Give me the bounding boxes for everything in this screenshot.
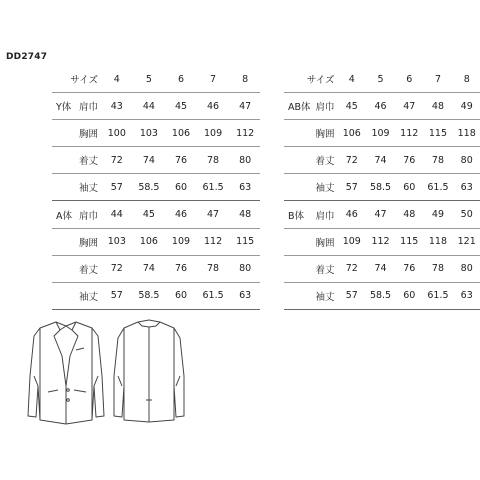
measure-value: 57 bbox=[345, 181, 358, 193]
measure-value: 57 bbox=[345, 290, 358, 302]
size-label: サイズ bbox=[306, 75, 335, 87]
body-type-cell bbox=[284, 282, 311, 309]
measure-value: 46 bbox=[345, 209, 358, 221]
size-header: 5 bbox=[145, 73, 152, 85]
measure-value: 44 bbox=[142, 100, 155, 112]
measure-value: 47 bbox=[403, 100, 416, 112]
header-row bbox=[52, 66, 260, 93]
measure-label: 着丈 bbox=[315, 264, 335, 276]
body-type-cell bbox=[284, 120, 311, 147]
measure-value: 43 bbox=[110, 100, 123, 112]
measure-value: 115 bbox=[428, 127, 448, 139]
measure-label: 袖丈 bbox=[78, 183, 98, 195]
measure-value: 103 bbox=[139, 127, 158, 139]
measure-value: 58.5 bbox=[369, 290, 392, 302]
measure-value: 47 bbox=[207, 209, 220, 221]
measure-value: 61.5 bbox=[427, 290, 449, 302]
jacket-front-icon bbox=[26, 316, 106, 428]
table-row bbox=[52, 174, 260, 201]
measure-value: 58.5 bbox=[138, 290, 160, 302]
header-row bbox=[284, 66, 480, 93]
body-type-cell bbox=[284, 147, 311, 174]
product-code: DD2747 bbox=[6, 52, 48, 62]
measure-value: 46 bbox=[207, 100, 220, 112]
measure-value: 78 bbox=[431, 263, 445, 275]
measure-value: 80 bbox=[239, 263, 252, 275]
measure-value: 76 bbox=[403, 263, 416, 275]
table-row bbox=[284, 93, 480, 120]
body-type-label: AB体 bbox=[288, 102, 311, 114]
measure-label: 袖丈 bbox=[315, 291, 335, 303]
measure-value: 47 bbox=[239, 100, 252, 112]
measure-value: 48 bbox=[239, 209, 252, 221]
measure-value: 72 bbox=[345, 154, 358, 166]
measure-value: 49 bbox=[431, 209, 445, 221]
measure-value: 45 bbox=[174, 100, 188, 112]
body-type-cell bbox=[284, 174, 311, 201]
measure-value: 47 bbox=[374, 209, 387, 221]
measure-value: 72 bbox=[110, 154, 123, 166]
measure-value: 100 bbox=[107, 127, 126, 139]
body-type-label: A体 bbox=[56, 210, 72, 222]
measure-value: 72 bbox=[345, 263, 358, 275]
measure-value: 103 bbox=[107, 236, 126, 248]
measure-value: 109 bbox=[171, 236, 191, 248]
table-row bbox=[284, 228, 480, 255]
measure-value: 48 bbox=[431, 100, 445, 112]
measure-value: 78 bbox=[207, 154, 220, 166]
size-header: 6 bbox=[177, 73, 184, 85]
measure-label: 肩巾 bbox=[315, 102, 335, 114]
measure-value: 106 bbox=[139, 236, 158, 248]
measure-label: 肩巾 bbox=[78, 210, 98, 222]
measure-value: 112 bbox=[400, 127, 419, 139]
measure-label: 着丈 bbox=[315, 156, 335, 168]
measure-value: 118 bbox=[457, 127, 476, 139]
table-row bbox=[52, 93, 260, 120]
measure-value: 76 bbox=[403, 154, 416, 166]
jacket-back-icon bbox=[112, 316, 186, 428]
table-row bbox=[284, 255, 480, 282]
table-row bbox=[52, 120, 260, 147]
measure-value: 63 bbox=[460, 290, 473, 302]
body-type-cell bbox=[52, 228, 74, 255]
body-type-label: Y体 bbox=[56, 102, 72, 114]
measure-value: 48 bbox=[403, 209, 416, 221]
measure-value: 46 bbox=[174, 209, 188, 221]
measure-value: 80 bbox=[460, 154, 473, 166]
measure-value: 57 bbox=[110, 290, 123, 302]
table-row bbox=[284, 201, 480, 228]
body-type-cell bbox=[284, 228, 311, 255]
size-header: 4 bbox=[348, 73, 355, 85]
measure-value: 109 bbox=[371, 127, 390, 139]
table-row bbox=[52, 201, 260, 228]
size-table-left bbox=[52, 66, 260, 310]
measure-value: 63 bbox=[460, 181, 473, 193]
measure-label: 袖丈 bbox=[78, 291, 98, 303]
measure-value: 118 bbox=[428, 236, 448, 248]
measure-label: 胸囲 bbox=[315, 129, 335, 141]
measure-value: 78 bbox=[431, 154, 445, 166]
size-header: 6 bbox=[406, 73, 413, 85]
measure-value: 58.5 bbox=[138, 181, 160, 193]
measure-value: 72 bbox=[110, 263, 123, 275]
measure-value: 49 bbox=[460, 100, 473, 112]
table-row bbox=[284, 120, 480, 147]
measure-value: 74 bbox=[142, 154, 155, 166]
measure-value: 50 bbox=[460, 209, 473, 221]
size-header: 5 bbox=[377, 73, 384, 85]
measure-value: 112 bbox=[204, 236, 223, 248]
measure-value: 58.5 bbox=[369, 181, 392, 193]
measure-value: 109 bbox=[342, 236, 361, 248]
measure-value: 74 bbox=[374, 263, 387, 275]
table-row bbox=[52, 282, 260, 309]
body-type-cell bbox=[52, 255, 74, 282]
measure-value: 57 bbox=[110, 181, 123, 193]
measure-value: 80 bbox=[460, 263, 473, 275]
size-header: 4 bbox=[113, 73, 120, 85]
body-type-cell bbox=[52, 282, 74, 309]
measure-value: 61.5 bbox=[202, 290, 224, 302]
measure-label: 肩巾 bbox=[315, 210, 335, 222]
measure-value: 45 bbox=[142, 209, 155, 221]
measure-value: 109 bbox=[204, 127, 223, 139]
measure-value: 115 bbox=[400, 236, 419, 248]
measure-value: 106 bbox=[171, 127, 191, 139]
body-type-cell bbox=[284, 255, 311, 282]
table-row bbox=[52, 228, 260, 255]
body-type-cell bbox=[52, 147, 74, 174]
body-type-label: B体 bbox=[288, 210, 305, 222]
measure-value: 74 bbox=[142, 263, 155, 275]
measure-value: 112 bbox=[236, 127, 255, 139]
table-row bbox=[52, 255, 260, 282]
measure-value: 46 bbox=[374, 100, 387, 112]
measure-value: 115 bbox=[236, 236, 255, 248]
measure-value: 60 bbox=[403, 290, 416, 302]
measure-value: 106 bbox=[342, 127, 361, 139]
measure-value: 60 bbox=[174, 290, 188, 302]
measure-value: 44 bbox=[110, 209, 123, 221]
measure-label: 着丈 bbox=[78, 156, 98, 168]
measure-value: 61.5 bbox=[427, 181, 449, 193]
measure-label: 肩巾 bbox=[78, 102, 98, 114]
measure-value: 76 bbox=[174, 154, 188, 166]
measure-value: 60 bbox=[174, 181, 188, 193]
measure-value: 74 bbox=[374, 154, 387, 166]
measure-value: 76 bbox=[174, 263, 188, 275]
size-header: 7 bbox=[210, 73, 217, 85]
size-header: 8 bbox=[463, 73, 470, 85]
body-type-cell bbox=[52, 120, 74, 147]
table-row bbox=[284, 174, 480, 201]
table-row bbox=[284, 282, 480, 309]
size-header: 8 bbox=[242, 73, 249, 85]
measure-value: 112 bbox=[371, 236, 390, 248]
measure-label: 胸囲 bbox=[315, 237, 335, 249]
measure-label: 胸囲 bbox=[78, 237, 98, 249]
measure-label: 着丈 bbox=[78, 264, 98, 276]
body-type-cell bbox=[52, 174, 74, 201]
measure-value: 80 bbox=[239, 154, 252, 166]
size-label: サイズ bbox=[70, 75, 98, 87]
measure-value: 63 bbox=[239, 290, 252, 302]
measure-label: 袖丈 bbox=[315, 183, 335, 195]
table-row bbox=[52, 147, 260, 174]
measure-value: 61.5 bbox=[202, 181, 224, 193]
measure-value: 78 bbox=[207, 263, 220, 275]
measure-value: 63 bbox=[239, 181, 252, 193]
table-row bbox=[284, 147, 480, 174]
measure-value: 121 bbox=[457, 236, 476, 248]
size-header: 7 bbox=[434, 73, 441, 85]
measure-label: 胸囲 bbox=[78, 129, 98, 141]
size-table-right bbox=[284, 66, 480, 310]
measure-value: 45 bbox=[345, 100, 358, 112]
measure-value: 60 bbox=[403, 181, 416, 193]
